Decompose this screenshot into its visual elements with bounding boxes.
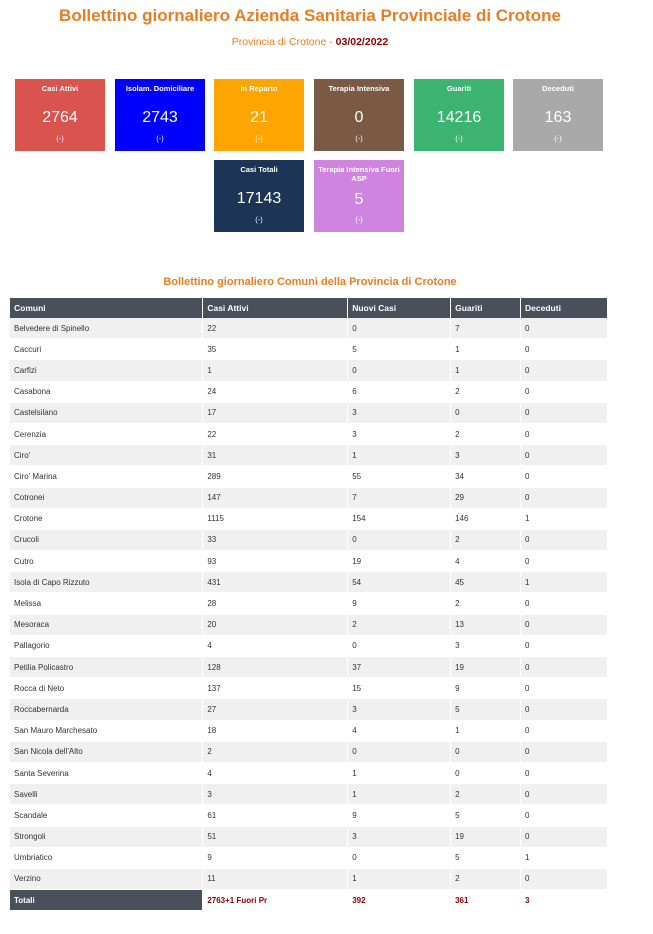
cell-guariti: 7 [451, 318, 521, 339]
card-label: In Reparto [240, 84, 278, 93]
cell-comune: San Mauro Marchesato [10, 720, 203, 741]
cell-deceduti: 0 [521, 635, 608, 656]
cell-comune: Santa Severina [10, 762, 203, 783]
cell-guariti: 146 [451, 508, 521, 529]
table-row [10, 318, 608, 339]
card-value: 17143 [236, 190, 282, 207]
cell-guariti: 19 [451, 826, 521, 847]
cell-guariti: 2 [451, 784, 521, 805]
cell-nuovi-casi: 0 [348, 318, 451, 339]
cell-comune: Scandale [10, 805, 203, 826]
table-row [10, 784, 608, 805]
table-row [10, 762, 608, 783]
cell-comune: Crucoli [10, 529, 203, 550]
table-row [10, 423, 608, 444]
cell-deceduti: 0 [521, 402, 608, 423]
cell-comune: Ciro' [10, 445, 203, 466]
table-row [10, 699, 608, 720]
card-label: Deceduti [542, 84, 574, 93]
card-change: (-) [255, 215, 263, 224]
cell-casi-attivi: 93 [203, 551, 348, 572]
cell-nuovi-casi: 0 [348, 360, 451, 381]
cell-comune: Caccuri [10, 339, 203, 360]
cell-nuovi-casi: 1 [348, 868, 451, 889]
cell-guariti: 29 [451, 487, 521, 508]
cell-guariti: 0 [451, 741, 521, 762]
table-row [10, 529, 608, 550]
cell-comune: Ciro' Marina [10, 466, 203, 487]
cell-guariti: 2 [451, 423, 521, 444]
card-value: 21 [250, 109, 268, 126]
cell-casi-attivi: 61 [203, 805, 348, 826]
cell-guariti: 3 [451, 445, 521, 466]
cell-casi-attivi: 1115 [203, 508, 348, 529]
cell-casi-attivi: 35 [203, 339, 348, 360]
cell-nuovi-casi: 37 [348, 657, 451, 678]
cell-nuovi-casi: 0 [348, 529, 451, 550]
cell-deceduti: 1 [521, 572, 608, 593]
cell-deceduti: 0 [521, 657, 608, 678]
cell-guariti: 5 [451, 699, 521, 720]
cell-casi-attivi: 431 [203, 572, 348, 593]
cell-casi-attivi: 147 [203, 487, 348, 508]
table-row [10, 402, 608, 423]
cell-nuovi-casi: 1 [348, 784, 451, 805]
cell-deceduti: 0 [521, 805, 608, 826]
cell-comune: Cutro [10, 551, 203, 572]
cell-deceduti: 0 [521, 720, 608, 741]
section-title: Bollettino giornaliero Comuni della Provincia di Crotone [163, 276, 457, 288]
card-in-reparto [214, 79, 304, 151]
table-row [10, 847, 608, 868]
cell-nuovi-casi: 154 [348, 508, 451, 529]
card-change: (-) [554, 134, 562, 143]
cell-guariti: 1 [451, 360, 521, 381]
card-change: (-) [455, 134, 463, 143]
cell-comune: Rocca di Neto [10, 678, 203, 699]
table-row [10, 614, 608, 635]
table-row [10, 720, 608, 741]
cell-nuovi-casi: 2 [348, 614, 451, 635]
cell-deceduti: 0 [521, 360, 608, 381]
header-comuni: Comuni [10, 298, 203, 318]
cell-guariti: 9 [451, 678, 521, 699]
card-value: 163 [544, 109, 572, 126]
cell-comune: Melissa [10, 593, 203, 614]
totals-casi-attivi: 2763+1 Fuori Pr [203, 890, 348, 911]
cell-nuovi-casi: 3 [348, 423, 451, 444]
table-row [10, 805, 608, 826]
page-title: Bollettino giornaliero Azienda Sanitaria Provinciale di Crotone [59, 6, 561, 25]
cell-guariti: 2 [451, 381, 521, 402]
cell-deceduti: 0 [521, 593, 608, 614]
cell-deceduti: 0 [521, 423, 608, 444]
cell-deceduti: 1 [521, 508, 608, 529]
cell-nuovi-casi: 5 [348, 339, 451, 360]
table-row [10, 572, 608, 593]
cell-casi-attivi: 18 [203, 720, 348, 741]
table-row [10, 381, 608, 402]
cell-guariti: 34 [451, 466, 521, 487]
cell-comune: Pallagorio [10, 635, 203, 656]
cell-deceduti: 0 [521, 466, 608, 487]
card-value: 2743 [142, 109, 178, 126]
cell-casi-attivi: 9 [203, 847, 348, 868]
cell-nuovi-casi: 9 [348, 593, 451, 614]
cell-guariti: 2 [451, 868, 521, 889]
comuni-table [10, 298, 608, 911]
card-label: Casi Totali [240, 165, 278, 174]
table-row [10, 678, 608, 699]
table-row [10, 868, 608, 889]
cell-deceduti: 0 [521, 381, 608, 402]
cell-comune: Castelsilano [10, 402, 203, 423]
card-terapia-intensiva-fuori-asp [314, 160, 404, 232]
cell-nuovi-casi: 3 [348, 826, 451, 847]
cell-casi-attivi: 4 [203, 635, 348, 656]
cell-deceduti: 0 [521, 339, 608, 360]
card-change: (-) [255, 134, 263, 143]
cell-comune: Isola di Capo Rizzuto [10, 572, 203, 593]
cell-casi-attivi: 2 [203, 741, 348, 762]
cell-comune: Carfizi [10, 360, 203, 381]
cell-comune: Crotone [10, 508, 203, 529]
cell-casi-attivi: 22 [203, 318, 348, 339]
cell-deceduti: 0 [521, 529, 608, 550]
cell-nuovi-casi: 9 [348, 805, 451, 826]
cell-guariti: 5 [451, 805, 521, 826]
cell-nuovi-casi: 1 [348, 445, 451, 466]
cell-casi-attivi: 289 [203, 466, 348, 487]
table-row [10, 551, 608, 572]
cell-nuovi-casi: 15 [348, 678, 451, 699]
bulletin-date: 03/02/2022 [335, 36, 389, 48]
card-terapia-intensiva [314, 79, 404, 151]
cell-nuovi-casi: 1 [348, 762, 451, 783]
header-nuovi-casi: Nuovi Casi [348, 298, 451, 318]
cell-deceduti: 0 [521, 487, 608, 508]
totals-guariti: 361 [451, 890, 521, 911]
cell-comune: Cotronei [10, 487, 203, 508]
cell-casi-attivi: 27 [203, 699, 348, 720]
cell-casi-attivi: 24 [203, 381, 348, 402]
cell-nuovi-casi: 3 [348, 402, 451, 423]
header-guariti: Guariti [451, 298, 521, 318]
totals-nuovi-casi: 392 [348, 890, 451, 911]
cell-guariti: 45 [451, 572, 521, 593]
totals-deceduti: 3 [521, 890, 608, 911]
totals-label: Totali [10, 890, 203, 911]
cell-nuovi-casi: 0 [348, 847, 451, 868]
cell-deceduti: 0 [521, 318, 608, 339]
totals-row [10, 890, 608, 911]
cell-comune: Belvedere di Spinello [10, 318, 203, 339]
cell-nuovi-casi: 55 [348, 466, 451, 487]
cell-guariti: 1 [451, 339, 521, 360]
cell-deceduti: 0 [521, 868, 608, 889]
cell-casi-attivi: 31 [203, 445, 348, 466]
table-body [10, 318, 608, 890]
cell-deceduti: 0 [521, 826, 608, 847]
cell-casi-attivi: 4 [203, 762, 348, 783]
card-isolam-domiciliare [115, 79, 205, 151]
cell-casi-attivi: 11 [203, 868, 348, 889]
province-label: Provincia di Crotone - [231, 36, 336, 48]
card-value: 5 [354, 191, 364, 208]
cell-comune: Roccabernarda [10, 699, 203, 720]
cell-guariti: 2 [451, 529, 521, 550]
cell-nuovi-casi: 4 [348, 720, 451, 741]
cell-guariti: 13 [451, 614, 521, 635]
card-change: (-) [355, 215, 363, 224]
card-value: 0 [354, 109, 364, 126]
cell-guariti: 1 [451, 720, 521, 741]
card-label: Guariti [446, 84, 472, 93]
table-row [10, 339, 608, 360]
cell-deceduti: 0 [521, 445, 608, 466]
cell-guariti: 0 [451, 402, 521, 423]
table-header-row [10, 298, 608, 318]
page-subtitle [0, 36, 620, 48]
card-value: 2764 [42, 109, 78, 126]
cell-deceduti: 0 [521, 678, 608, 699]
cell-nuovi-casi: 3 [348, 699, 451, 720]
cell-casi-attivi: 33 [203, 529, 348, 550]
cell-deceduti: 0 [521, 551, 608, 572]
card-deceduti [513, 79, 603, 151]
header-deceduti: Deceduti [521, 298, 608, 318]
cell-guariti: 3 [451, 635, 521, 656]
card-value: 14216 [436, 109, 482, 126]
cell-deceduti: 0 [521, 699, 608, 720]
table-row [10, 826, 608, 847]
cell-casi-attivi: 137 [203, 678, 348, 699]
cell-casi-attivi: 20 [203, 614, 348, 635]
card-label: Terapia Intensiva Fuori ASP [318, 165, 400, 183]
cell-deceduti: 0 [521, 741, 608, 762]
cell-nuovi-casi: 7 [348, 487, 451, 508]
table-row [10, 445, 608, 466]
cell-nuovi-casi: 19 [348, 551, 451, 572]
cell-deceduti: 0 [521, 762, 608, 783]
card-casi-totali [214, 160, 304, 232]
cell-guariti: 0 [451, 762, 521, 783]
card-guariti [414, 79, 504, 151]
cell-nuovi-casi: 0 [348, 741, 451, 762]
header-casi-attivi: Casi Attivi [203, 298, 348, 318]
table-row [10, 466, 608, 487]
cell-guariti: 4 [451, 551, 521, 572]
cell-nuovi-casi: 6 [348, 381, 451, 402]
cell-comune: Casabona [10, 381, 203, 402]
cell-nuovi-casi: 54 [348, 572, 451, 593]
cell-comune: Cerenzia [10, 423, 203, 444]
cell-nuovi-casi: 0 [348, 635, 451, 656]
table-row [10, 360, 608, 381]
card-label: Isolam. Domiciliare [125, 84, 195, 93]
card-change: (-) [56, 134, 64, 143]
cell-comune: Mesoraca [10, 614, 203, 635]
card-casi-attivi [15, 79, 105, 151]
cell-casi-attivi: 1 [203, 360, 348, 381]
cell-casi-attivi: 51 [203, 826, 348, 847]
card-change: (-) [156, 134, 164, 143]
table-row [10, 741, 608, 762]
cell-casi-attivi: 28 [203, 593, 348, 614]
table-row [10, 508, 608, 529]
cell-casi-attivi: 128 [203, 657, 348, 678]
cell-guariti: 2 [451, 593, 521, 614]
cell-casi-attivi: 22 [203, 423, 348, 444]
card-label: Casi Attivi [41, 84, 79, 93]
cell-comune: Savelli [10, 784, 203, 805]
cell-comune: Umbriatico [10, 847, 203, 868]
card-label: Terapia Intensiva [328, 84, 390, 93]
cell-comune: Petilia Policastro [10, 657, 203, 678]
table-row [10, 657, 608, 678]
table-row [10, 487, 608, 508]
cell-deceduti: 0 [521, 784, 608, 805]
table-row [10, 635, 608, 656]
cell-deceduti: 0 [521, 614, 608, 635]
cell-guariti: 5 [451, 847, 521, 868]
cell-casi-attivi: 17 [203, 402, 348, 423]
cell-comune: Verzino [10, 868, 203, 889]
cell-guariti: 19 [451, 657, 521, 678]
cell-comune: Strongoli [10, 826, 203, 847]
cell-casi-attivi: 3 [203, 784, 348, 805]
cell-comune: San Nicola dell'Alto [10, 741, 203, 762]
card-change: (-) [355, 134, 363, 143]
table-row [10, 593, 608, 614]
cell-deceduti: 1 [521, 847, 608, 868]
